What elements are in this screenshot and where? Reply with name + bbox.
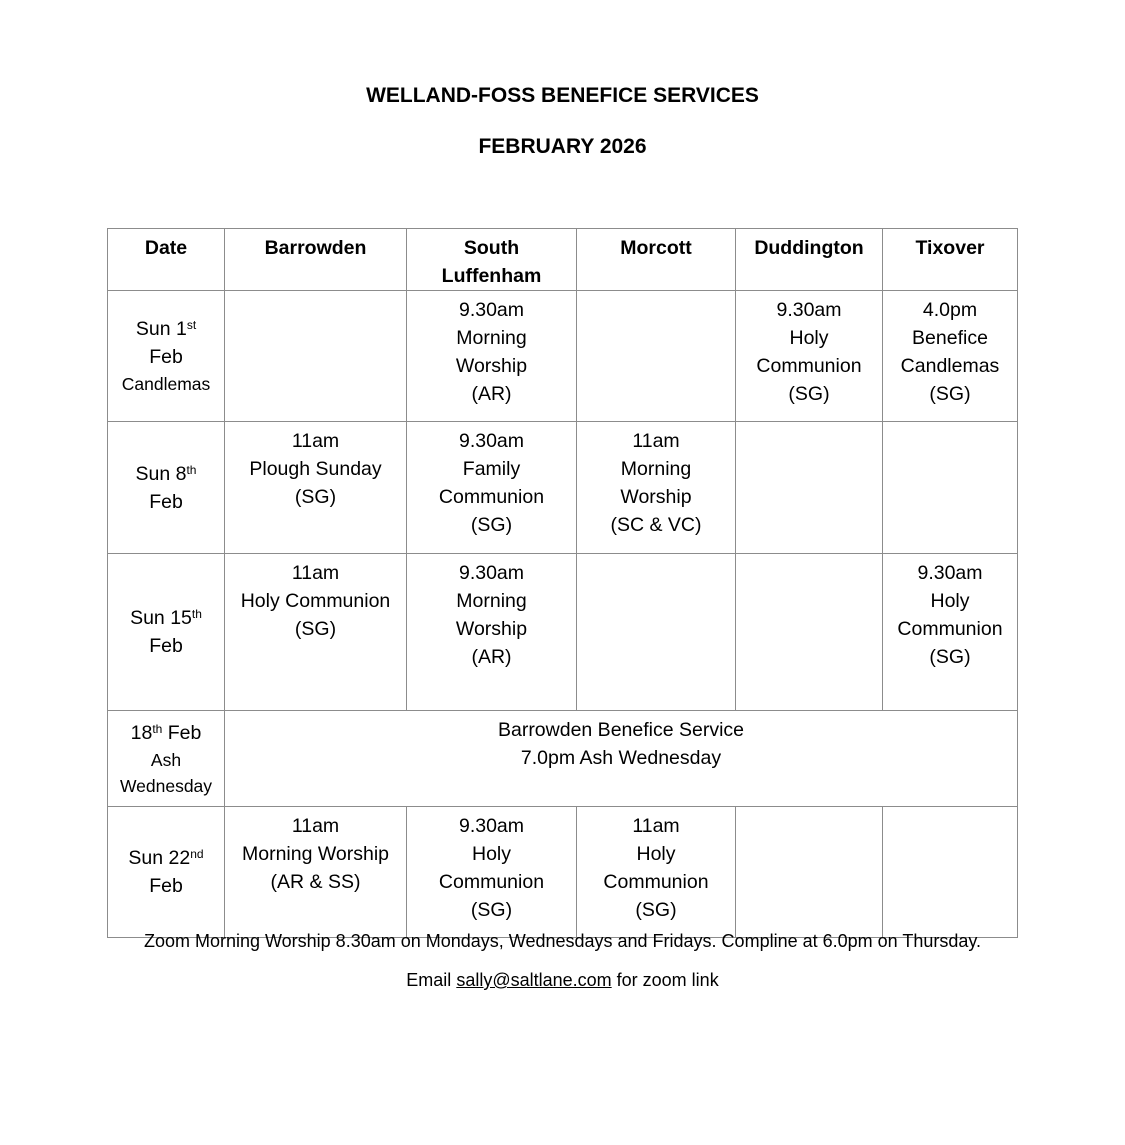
- email-line: [0, 968, 1125, 992]
- service-type: Morning: [620, 458, 692, 480]
- service-cell-duddington: [736, 554, 883, 711]
- date-month: Feb: [162, 721, 202, 744]
- service-cell-tixover: [883, 422, 1018, 554]
- services-table: [107, 228, 1018, 938]
- date-cell: [108, 807, 225, 938]
- service-cell-south-luffenham: [407, 807, 577, 938]
- service-cell-morcott: [577, 291, 736, 422]
- date-ordinal: th: [152, 721, 163, 736]
- service-leader: (AR): [471, 646, 512, 668]
- service-leader: (SG): [929, 383, 971, 405]
- date-ordinal: nd: [190, 847, 204, 861]
- service-leader: (SG): [470, 899, 513, 921]
- service-type: Morning Worship: [241, 843, 390, 865]
- service-cell-barrowden: [225, 291, 407, 422]
- table-row: [108, 554, 1018, 711]
- date-note: Candlemas: [121, 374, 211, 394]
- service-time: 9.30am: [458, 299, 525, 321]
- table-row: [108, 807, 1018, 938]
- date-ordinal: th: [186, 462, 197, 477]
- service-cell-morcott: [577, 807, 736, 938]
- service-cell-tixover: [883, 291, 1018, 422]
- service-cell-south-luffenham: [407, 554, 577, 711]
- date-ordinal: st: [186, 318, 197, 332]
- service-type: Worship: [455, 618, 528, 640]
- date-cell: [108, 291, 225, 422]
- service-leader: (AR): [471, 383, 512, 405]
- table-row: [108, 711, 1018, 807]
- date-month: Feb: [149, 635, 183, 657]
- date-ordinal: th: [191, 607, 202, 621]
- service-type: Communion: [897, 618, 1003, 640]
- header-morcott: Morcott: [577, 229, 736, 291]
- service-type: Family: [462, 458, 521, 480]
- service-time: 4.0pm: [922, 299, 978, 321]
- service-type: Morning: [456, 327, 527, 349]
- header-tixover: Tixover: [883, 229, 1018, 291]
- service-leader: (AR & SS): [270, 871, 361, 893]
- service-cell-south-luffenham: [407, 422, 577, 554]
- date-day: Sun 15: [130, 607, 192, 629]
- service-type: Barrowden Benefice Service: [497, 719, 745, 741]
- date-day: Sun 8: [135, 462, 187, 485]
- service-type: Communion: [756, 355, 862, 377]
- document-title: WELLAND-FOSS BENEFICE SERVICES: [366, 84, 759, 107]
- header-south-luffenham: [407, 229, 577, 291]
- header-south-luffenham-line1: South: [463, 237, 520, 259]
- date-note: Ash: [150, 749, 182, 770]
- service-time: 11am: [632, 815, 680, 837]
- document-month: FEBRUARY 2026: [478, 135, 647, 158]
- service-cell-south-luffenham: [407, 291, 577, 422]
- service-type: Communion: [438, 486, 545, 508]
- merged-service-cell: [225, 711, 1018, 807]
- date-day: 18: [130, 721, 153, 744]
- email-link[interactable]: sally@saltlane.com: [456, 970, 612, 990]
- service-time: 7.0pm Ash Wednesday: [520, 747, 722, 769]
- date-month: Feb: [149, 875, 183, 897]
- service-type: Worship: [455, 355, 528, 377]
- table-row: [108, 291, 1018, 422]
- service-cell-morcott: [577, 554, 736, 711]
- service-time: 11am: [632, 430, 680, 452]
- service-type: Communion: [603, 871, 709, 893]
- service-cell-barrowden: [225, 554, 407, 711]
- service-time: 9.30am: [458, 815, 525, 837]
- date-cell: [108, 422, 225, 554]
- service-leader: (SG): [929, 646, 971, 668]
- date-day: Sun 22: [128, 847, 191, 869]
- email-prefix: Email: [406, 970, 457, 990]
- service-cell-tixover: [883, 807, 1018, 938]
- service-type: Holy: [789, 327, 829, 349]
- service-cell-tixover: [883, 554, 1018, 711]
- service-type: Holy Communion: [240, 590, 391, 612]
- service-time: 9.30am: [458, 430, 525, 452]
- date-month: Feb: [149, 490, 183, 513]
- service-cell-duddington: [736, 807, 883, 938]
- date-cell: [108, 554, 225, 711]
- service-type: Holy: [636, 843, 676, 865]
- service-time: 9.30am: [776, 299, 842, 321]
- service-cell-barrowden: [225, 807, 407, 938]
- service-type: Communion: [438, 871, 545, 893]
- zoom-note: Zoom Morning Worship 8.30am on Mondays, Wednesdays and Fridays. Compline at 6.0pm on Thursday.: [143, 931, 982, 951]
- service-time: 9.30am: [917, 562, 983, 584]
- service-type: Holy: [930, 590, 970, 612]
- service-type: Worship: [620, 486, 692, 508]
- service-type: Benefice: [912, 327, 988, 349]
- service-time: 11am: [291, 430, 340, 452]
- header-row: [108, 229, 1018, 291]
- service-time: 9.30am: [458, 562, 525, 584]
- service-leader: (SG): [788, 383, 830, 405]
- service-cell-duddington: [736, 422, 883, 554]
- service-cell-barrowden: [225, 422, 407, 554]
- table-row: [108, 422, 1018, 554]
- service-cell-morcott: [577, 422, 736, 554]
- email-suffix: for zoom link: [611, 970, 719, 990]
- service-leader: (SG): [294, 618, 337, 640]
- header-south-luffenham-line2: Luffenham: [441, 265, 542, 287]
- header-duddington: Duddington: [736, 229, 883, 291]
- header-date: Date: [108, 229, 225, 291]
- service-leader: (SG): [470, 514, 513, 536]
- service-leader: (SC & VC): [610, 514, 702, 536]
- service-type: Candlemas: [900, 355, 1000, 377]
- header-barrowden: Barrowden: [225, 229, 407, 291]
- date-note: Wednesday: [119, 775, 213, 796]
- service-time: 11am: [291, 815, 340, 837]
- service-time: 11am: [291, 562, 340, 584]
- service-leader: (SG): [294, 486, 337, 508]
- date-month: Feb: [149, 346, 183, 368]
- date-day: Sun 1: [135, 318, 187, 340]
- service-type: Plough Sunday: [249, 458, 382, 480]
- service-cell-duddington: [736, 291, 883, 422]
- service-leader: (SG): [635, 899, 677, 921]
- service-type: Morning: [456, 590, 527, 612]
- date-cell: [108, 711, 225, 807]
- service-type: Holy: [471, 843, 511, 865]
